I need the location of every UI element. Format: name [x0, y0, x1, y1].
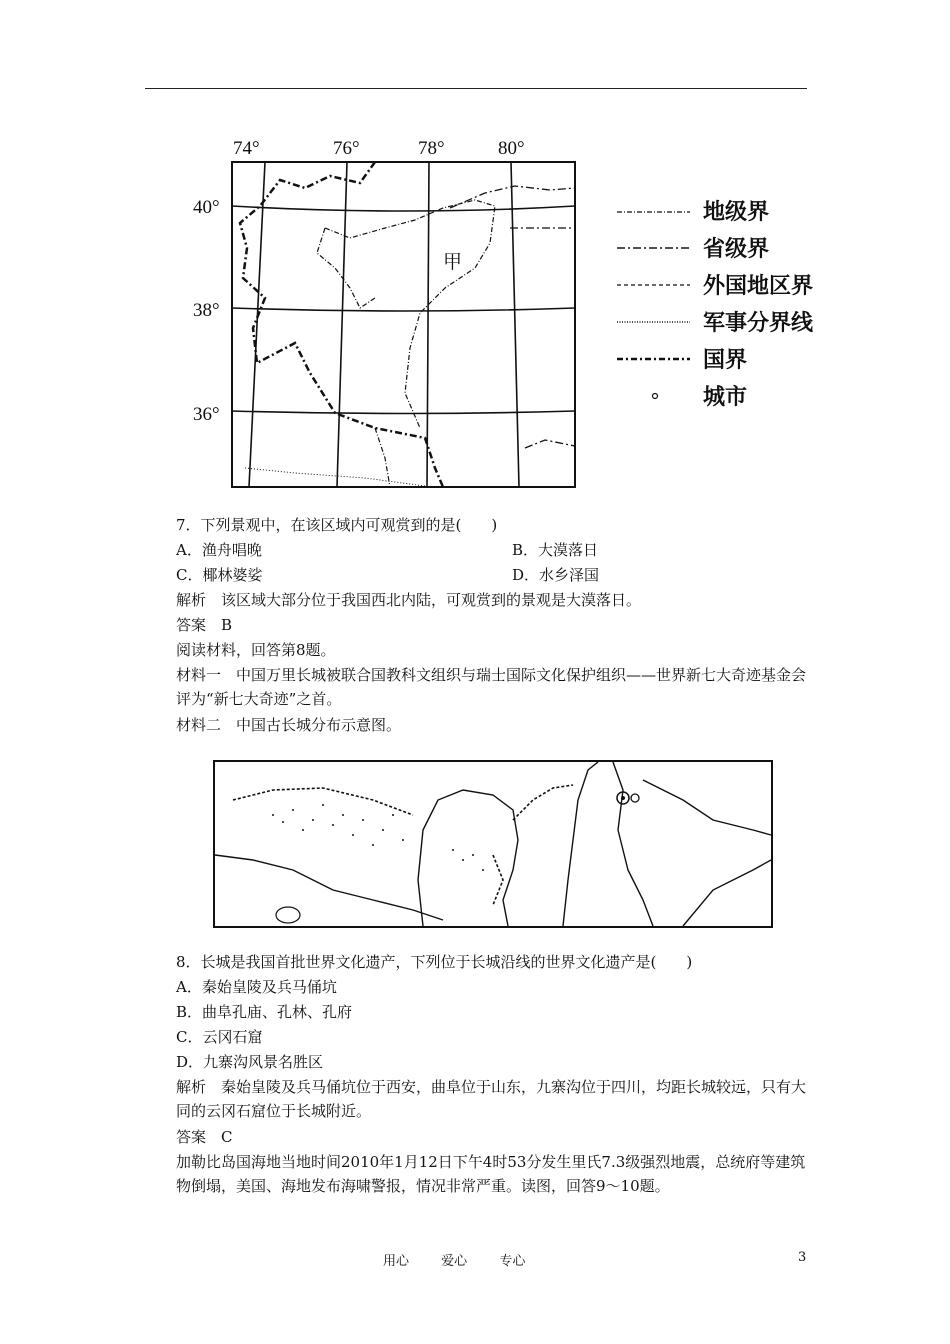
lon-label: 78° [418, 138, 445, 159]
lat-label: 40° [193, 197, 220, 218]
q8-analysis: 解析 秦始皇陵及兵马俑坑位于西安，曲阜位于山东，九寨沟位于四川，均距长城较远，只有大同的云冈石窟位于长城附近。 [176, 1078, 807, 1120]
lon-label: 80° [498, 138, 525, 159]
q7-answer: 答案 B [176, 616, 233, 634]
q7-stem: 7．下列景观中，在该区域内可观赏到的是( ) [176, 516, 498, 534]
q8-stem: 8．长城是我国首批世界文化遗产，下列位于长城沿线的世界文化遗产是( ) [176, 953, 693, 971]
q7-option-a: A．渔舟唱晚 [176, 541, 262, 559]
legend-label: 城市 [703, 385, 748, 410]
great-wall-map [213, 760, 773, 930]
lon-label: 76° [333, 138, 360, 159]
header-rule [145, 88, 807, 89]
page-number: 3 [798, 1250, 807, 1265]
footer-item: 专心 [499, 1254, 526, 1269]
legend-label: 国界 [703, 348, 748, 373]
footer-item: 爱心 [441, 1254, 468, 1269]
lat-label: 38° [193, 300, 220, 321]
q7-analysis: 解析 该区域大部分位于我国西北内陆，可观赏到的景观是大漠落日。 [176, 591, 642, 609]
region-label: 甲 [443, 251, 463, 273]
q8-option-b: B．曲阜孔庙、孔林、孔府 [176, 1003, 353, 1021]
q8-answer: 答案 C [176, 1128, 233, 1146]
material-one: 材料一 中国万里长城被联合国教科文组织与瑞士国际文化保护组织——世界新七大奇迹基金会评为“新七大奇迹”之首。 [176, 666, 807, 708]
q8-intro: 阅读材料，回答第8题。 [176, 641, 336, 659]
footer [383, 1250, 553, 1269]
legend-label: 省级界 [703, 237, 770, 262]
legend-label: 军事分界线 [703, 311, 814, 336]
q7-option-c: C．椰林婆娑 [176, 566, 263, 584]
q8-option-d: D．九寨沟风景名胜区 [176, 1053, 324, 1071]
region-map [185, 128, 835, 493]
footer-item: 用心 [383, 1254, 410, 1269]
legend-label: 地级界 [703, 200, 770, 225]
q8-option-c: C．云冈石窟 [176, 1028, 263, 1046]
q7-option-d: D．水乡泽国 [512, 566, 600, 584]
lon-label: 74° [233, 138, 260, 159]
prefecture-border [325, 200, 495, 428]
legend-label: 外国地区界 [703, 274, 814, 299]
material-two: 材料二 中国古长城分布示意图。 [176, 716, 402, 734]
q8-option-a: A．秦始皇陵及兵马俑坑 [176, 978, 337, 996]
lat-label: 36° [193, 404, 220, 425]
q9-intro: 加勒比岛国海地当地时间2010年1月12日下午4时53分发生里氏7.3级强烈地震，总统府等建筑物倒塌，美国、海地发布海啸警报，情况非常严重。读图，回答9～10题。 [176, 1153, 806, 1195]
q7-option-b: B．大漠落日 [512, 541, 599, 559]
